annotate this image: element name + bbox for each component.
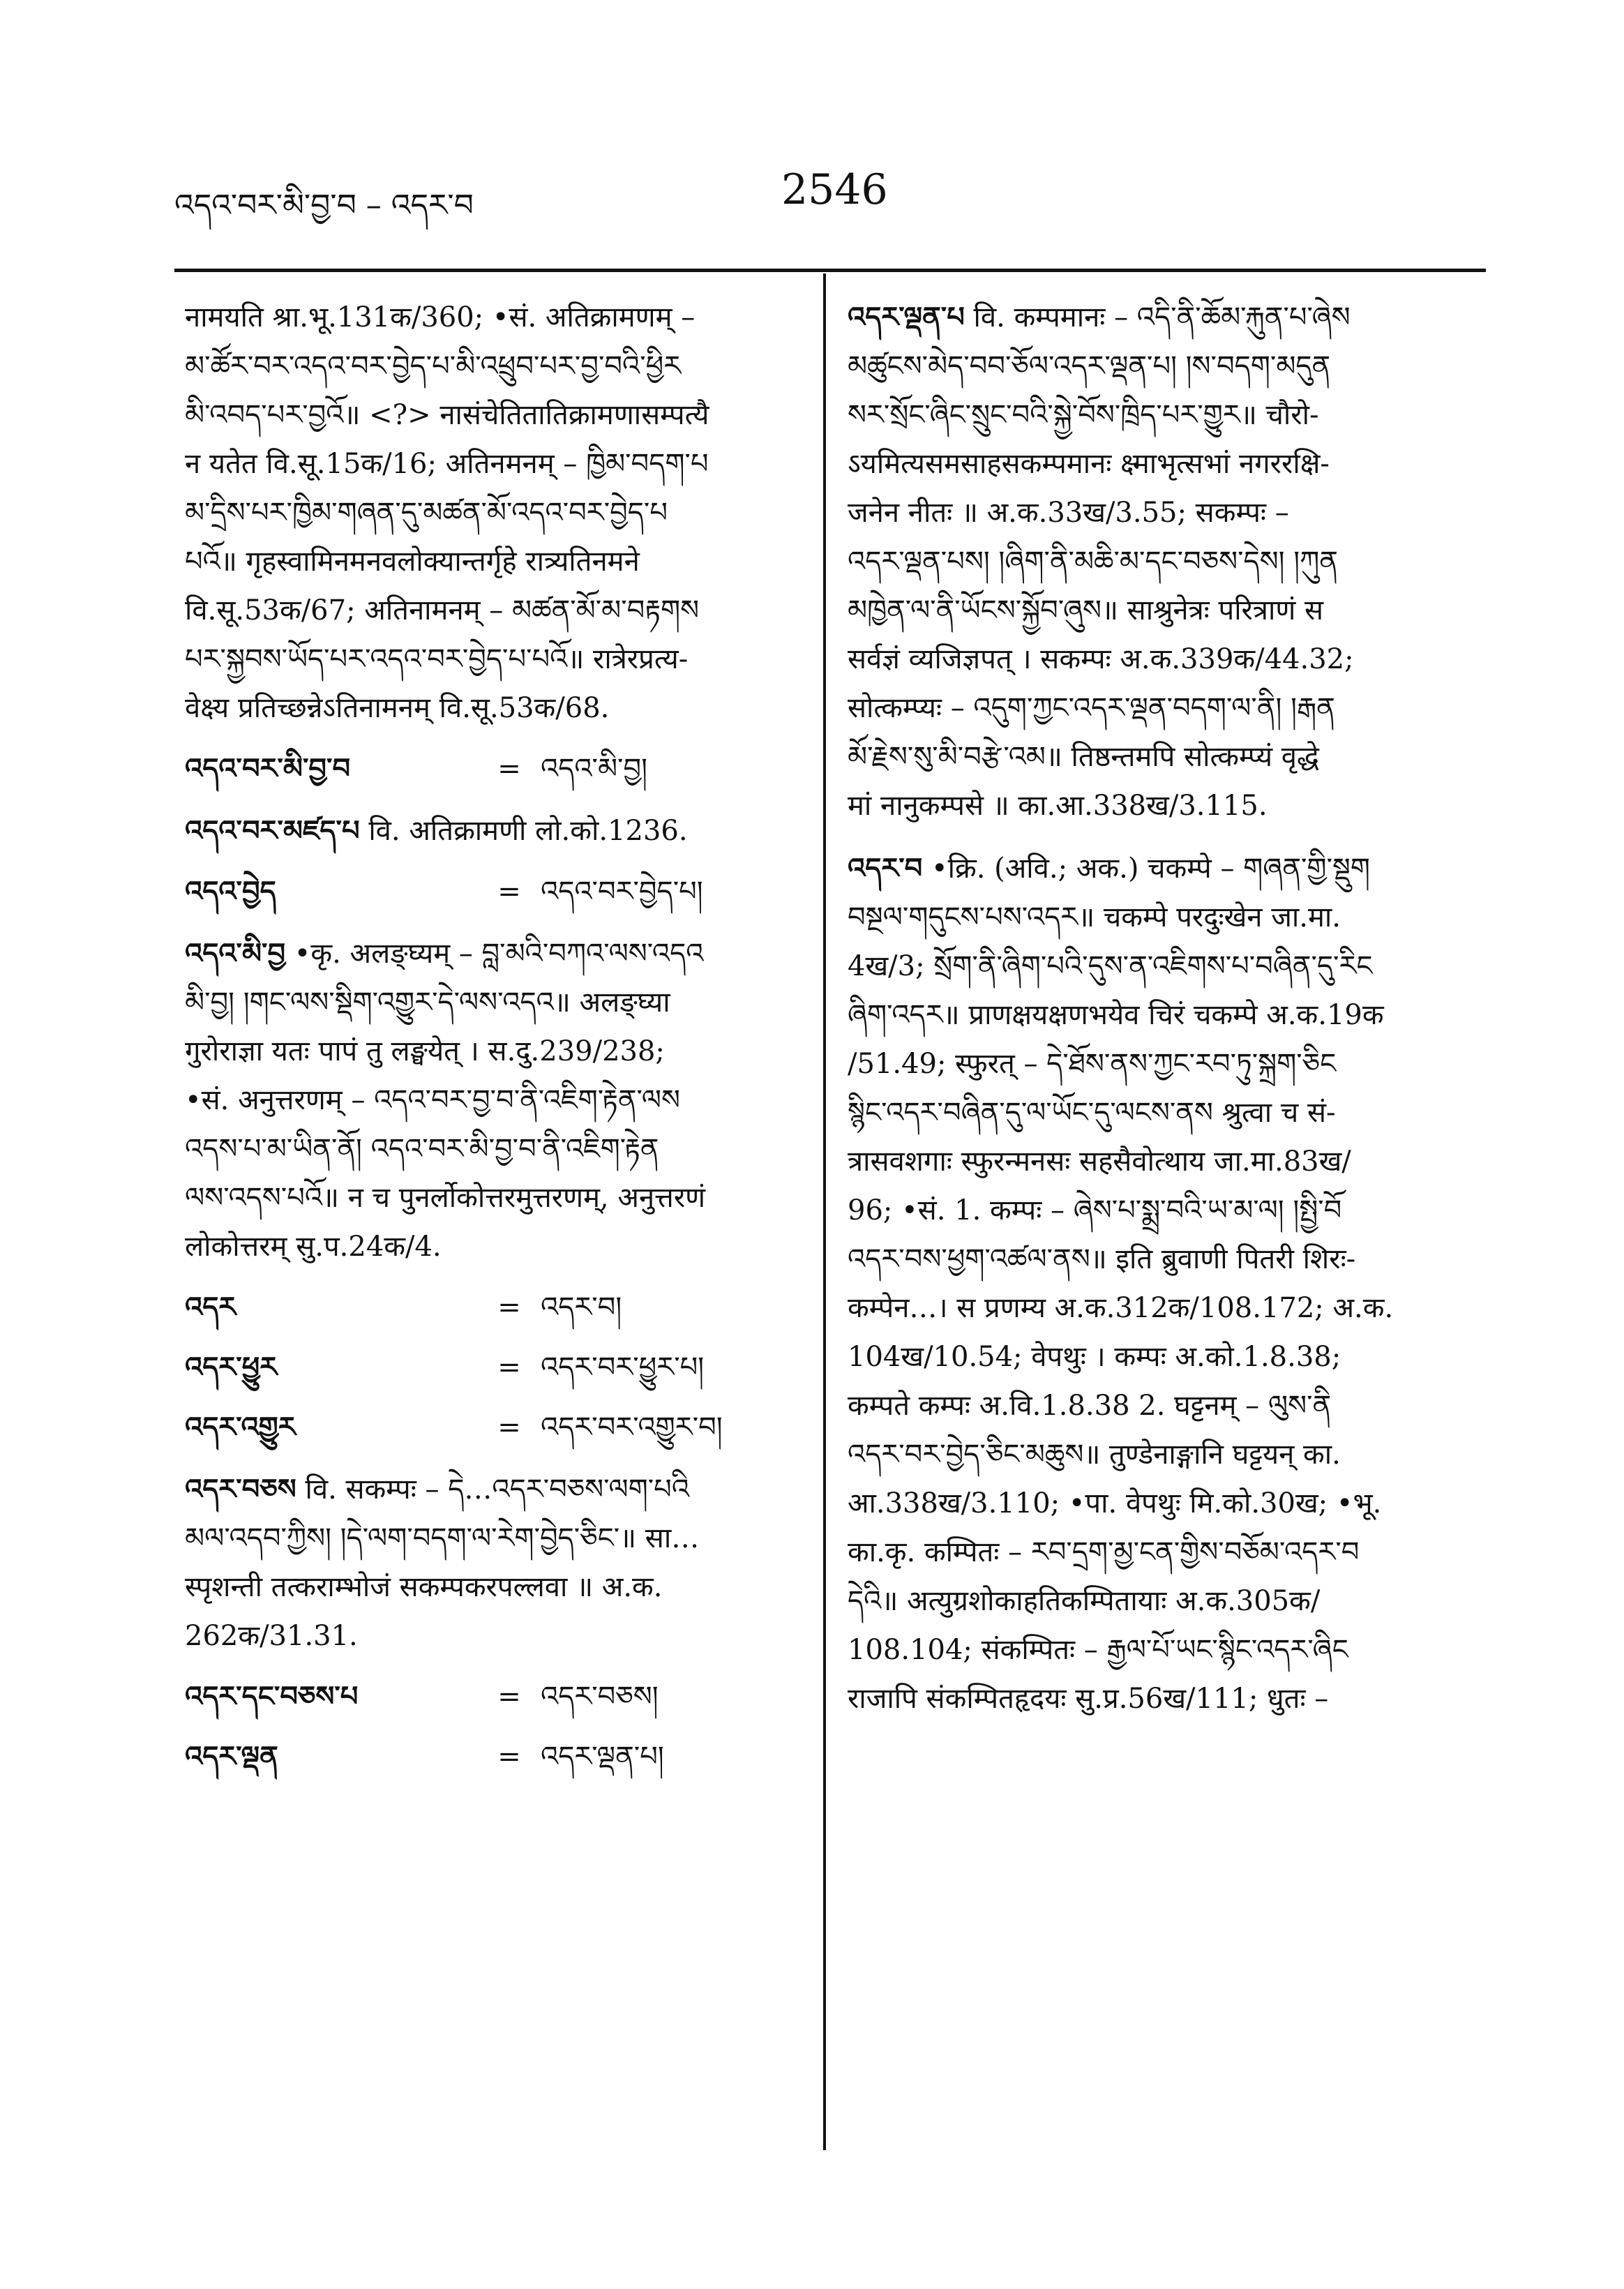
continued-entry — [185, 293, 806, 733]
entry-line: འདར་བས་ཕྱག་འཚལ་ནས॥ इति ब्रुवाणी पितरी शिरः- — [848, 1243, 1356, 1275]
equals-sign: = — [497, 1351, 521, 1383]
entry-line: वेक्ष्य प्रतिच्छन्नेऽतिनामनम् वि.सू.53क/68. — [185, 692, 610, 724]
entry-line: པར་སྐྱབས་ཡོད་པར་འདའ་བར་བྱེད་པ་པའོ॥ रात्रेरप्रत्य- — [185, 643, 689, 675]
reference-target: འདར་ལྡན་པ། — [541, 1741, 664, 1773]
entry-line: མལ་འདབ་ཀྱིས། །དེ་ལག་བདག་ལ་རེག་བྱེད་ཅིང་॥ सा… — [185, 1522, 700, 1554]
equals-sign: = — [497, 1681, 521, 1713]
entry-line: ऽयमित्यसमसाहसकम्पमानः क्ष्माभृत्सभां नगररक्षि- — [848, 448, 1330, 480]
entry-line: 4ख/3; སྲོག་ནི་ཞིག་པའི་དུས་ན་འཇིགས་པ་བཞིན་དུ་རིང — [848, 950, 1373, 982]
headword: འདའ་བྱེད — [185, 875, 276, 908]
entry-line: མ་དྲིས་པར་ཁྱིམ་གཞན་དུ་མཚན་མོ་འདའ་བར་བྱེད་པ — [185, 497, 668, 529]
reference-target: འདར་བར་ཕྱུར་པ། — [541, 1351, 705, 1383]
headword: འདར་བཅས — [185, 1473, 296, 1506]
entry-line: का.कृ. कम्पितः – རབ་དྲག་མྱ་ངན་གྱིས་བཅོམ་འདར་བ — [848, 1536, 1360, 1568]
dictionary-entry — [185, 929, 806, 1271]
entry-line: འདར་བར་བྱེད་ཅིང་མཆུས॥ तुण्डेनाङ्गानि घट्टयन् का. — [848, 1439, 1341, 1471]
reference-target: འདའ་བར་བྱེད་པ། — [541, 876, 703, 908]
entry-line: न यतेत वि.सू.15क/16; अतिनमनम् – ཁྱིམ་བདག་པ — [185, 448, 709, 480]
entry-line: गुरोराज्ञा यतः पापं तु लङ्घयेत् । स.दु.239/238; — [185, 1035, 665, 1067]
dictionary-entry — [848, 844, 1468, 1723]
left-column — [185, 293, 806, 1794]
entry-line: /51.49; स्फुरत् – དེ་ཐོས་ནས་ཀྱང་རབ་ཏུ་སྐྲག་ཅིང — [848, 1048, 1337, 1080]
entry-line: 96; •सं. 1. कम्पः – ཞེས་པ་སྨྲ་བའི་ཡ་མ་ལ། །སྤྱི་བོ — [848, 1194, 1342, 1226]
entry-line: བསྔལ་གདུངས་པས་འདར॥ चकम्पे परदुःखेन जा.मा. — [848, 901, 1341, 933]
right-column — [848, 293, 1468, 1737]
cross-reference-entry — [185, 1405, 806, 1450]
entry-line: མི་འབད་པར་བྱའོ॥ <?> नासंचेतितातिक्रामणासम्पत्यै — [185, 399, 709, 431]
entry-line: कम्पते कम्पः अ.वि.1.8.38 2. घट्टनम् – ལུས་ནི — [848, 1390, 1332, 1422]
equals-sign: = — [497, 1741, 521, 1773]
headword: འདར་བ — [848, 852, 923, 885]
entry-line: སྙིང་འདར་བཞིན་དུ་ལ་ཡོང་དུ་ལངས་ནས श्रुत्वा च सं- — [848, 1097, 1336, 1129]
headword: འདའ་མི་བྱ — [185, 937, 286, 970]
headword: འདར་ལྡན — [185, 1740, 278, 1773]
entry-line: དེའི॥ अत्युग्रशोकाहतिकम्पितायाः अ.क.305क/ — [848, 1585, 1321, 1617]
entry-line: नामयति श्रा.भू.131क/360; •सं. अतिक्रामणम् – — [185, 301, 696, 333]
entry-line: वि. सकम्पः – དེ…འདར་བཅས་ལག་པའི — [296, 1473, 690, 1506]
reference-target: འདར་བཅས། — [541, 1681, 659, 1713]
entry-line: མོ་རྗེས་སུ་མི་བརྩེ་འམ॥ तिष्ठन्तमपि सोत्कम्प्यं वृद्धे — [848, 741, 1319, 773]
definition: वि. अतिक्रामणी लो.को.1236. — [359, 815, 688, 847]
headword: འདར — [185, 1291, 236, 1323]
entry-line: མི་བྱ། །གང་ལས་སྡིག་འགྱུར་དེ་ལས་འདའ॥ अलङ्घ्या — [185, 986, 670, 1019]
cross-reference-entry — [185, 1734, 806, 1779]
entry-line: མཚུངས་མེད་བབ་ཅོལ་འདར་ལྡན་པ། །ས་བདག་མདུན — [848, 350, 1331, 382]
entry-line: वि.सू.53क/67; अतिनामनम् – མཚན་མོ་མ་བརྟགས — [185, 594, 700, 626]
headword: འདའ་བར་མཛད་པ — [185, 814, 360, 847]
entry-line: 104ख/10.54; वेपथुः । कम्पः अ.को.1.8.38; — [848, 1341, 1341, 1373]
header-rule — [174, 269, 1486, 272]
reference-target: འདའ་མི་བྱ། — [541, 753, 647, 785]
cross-reference-entry — [185, 1674, 806, 1719]
column-divider — [823, 273, 826, 2150]
headword: འདར་དང་བཅས་པ — [185, 1680, 359, 1713]
entry-line: त्रासवशगाः स्फुरन्मनसः सहसैवोत्थाय जा.मा.83ख/ — [848, 1146, 1351, 1178]
equals-sign: = — [497, 1411, 521, 1443]
entry-line: जनेन नीतः ॥ अ.क.33ख/3.55; सकम्पः – — [848, 497, 1289, 529]
entry-line: ཞིག་འདར॥ प्राणक्षयक्षणभयेव चिरं चकम्पे अ.क.19क — [848, 999, 1384, 1031]
entry-line: •कृ. अलङ्घ्यम् – བླ་མའི་བཀའ་ལས་འདའ — [285, 938, 704, 970]
cross-reference-entry — [185, 746, 806, 791]
running-head: འདའ་བར་མི་བྱ་བ – འདར་བ — [174, 188, 474, 223]
dictionary-entry — [185, 1465, 806, 1660]
page-number: 2546 — [781, 165, 888, 214]
entry-line: མཁྱེན་ལ་ནི་ཡོངས་སྐྱོབ་ཞུས॥ साश्रुनेत्रः परित्राणं स — [848, 594, 1324, 626]
equals-sign: = — [497, 876, 521, 908]
entry-line: राजापि संकम्पितहृदयः सु.प्र.56ख/111; धुतः – — [848, 1683, 1329, 1715]
cross-reference-entry — [185, 869, 806, 914]
reference-target: འདར་བ། — [541, 1291, 622, 1323]
headword: འདའ་བར་མི་བྱ་བ — [185, 752, 351, 785]
entry-line: लोकोत्तरम् सु.प.24क/4. — [185, 1231, 442, 1263]
equals-sign: = — [497, 1291, 521, 1323]
entry-line: •क्रि. (अवि.; अक.) चकम्पे – གཞན་གྱི་སྡུག — [922, 853, 1370, 885]
entry-line: འདས་པ་མ་ཡིན་ནོ། འདའ་བར་མི་བྱ་བ་ནི་འཇིག་རྟེན — [185, 1133, 659, 1165]
headword: འདར་འགྱུར — [185, 1411, 296, 1443]
entry-line: सोत्कम्प्यः – འདུག་ཀྱང་འདར་ལྡན་བདག་ལ་ནི། །རྒན — [848, 692, 1335, 724]
cross-reference-entry — [185, 1345, 806, 1390]
cross-reference-entry — [185, 1285, 806, 1330]
dictionary-entry — [185, 806, 806, 855]
entry-line: འདར་ལྡན་པས། །ཞིག་ནི་མཆི་མ་དང་བཅས་དེས། །ཀུན — [848, 546, 1338, 578]
reference-target: འདར་བར་འགྱུར་བ། — [541, 1411, 723, 1443]
entry-line: 108.104; संकम्पितः – རྒྱལ་པོ་ཡང་སྙིང་འདར་ཞིང — [848, 1634, 1348, 1666]
entry-line: ལས་འདས་པའོ॥ न च पुनर्लोकोत्तरमुत्तरणम्, अनुत्तरणं — [185, 1182, 706, 1214]
headword: འདར་ཕྱུར — [185, 1351, 278, 1383]
headword: འདར་ལྡན་པ — [848, 301, 965, 333]
entry-line: कम्पेन…। स प्रणम्य अ.क.312क/108.172; अ.क. — [848, 1292, 1394, 1324]
entry-line: 262क/31.31. — [185, 1620, 358, 1652]
equals-sign: = — [497, 753, 521, 785]
entry-line: མ་ཚོར་བར་འདའ་བར་བྱེད་པ་མི་འཕྲུབ་པར་བྱ་བའི་ཕྱིར — [185, 350, 682, 382]
entry-line: आ.338ख/3.110; •पा. वेपथुः मि.को.30ख; •भू. — [848, 1487, 1382, 1519]
dictionary-entry — [848, 293, 1468, 830]
entry-line: སར་སྲོང་ཞིང་སྲུང་བའི་སྐྱེ་བོས་ཁྲིད་པར་གྱུར॥ चौरो- — [848, 399, 1319, 431]
running-header — [174, 165, 1486, 234]
entry-line: वि. कम्पमानः – འདི་ནི་ཆོམ་རྐུན་པ་ཞེས — [964, 301, 1351, 333]
entry-line: स्पृशन्ती तत्कराम्भोजं सकम्पकरपल्लवा ॥ अ.क. — [185, 1571, 663, 1603]
entry-line: པའོ॥ गृहस्वामिनमनवलोक्यान्तर्गृहे रात्र्यतिनमने — [185, 546, 640, 578]
entry-line: •सं. अनुत्तरणम् – འདའ་བར་བྱ་བ་ནི་འཇིག་རྟེན་ལས — [185, 1084, 680, 1116]
entry-line: मां नानुकम्पसे ॥ का.आ.338ख/3.115. — [848, 790, 1268, 822]
entry-line: सर्वज्ञं व्यजिज्ञपत् । सकम्पः अ.क.339क/44.32; — [848, 643, 1354, 675]
